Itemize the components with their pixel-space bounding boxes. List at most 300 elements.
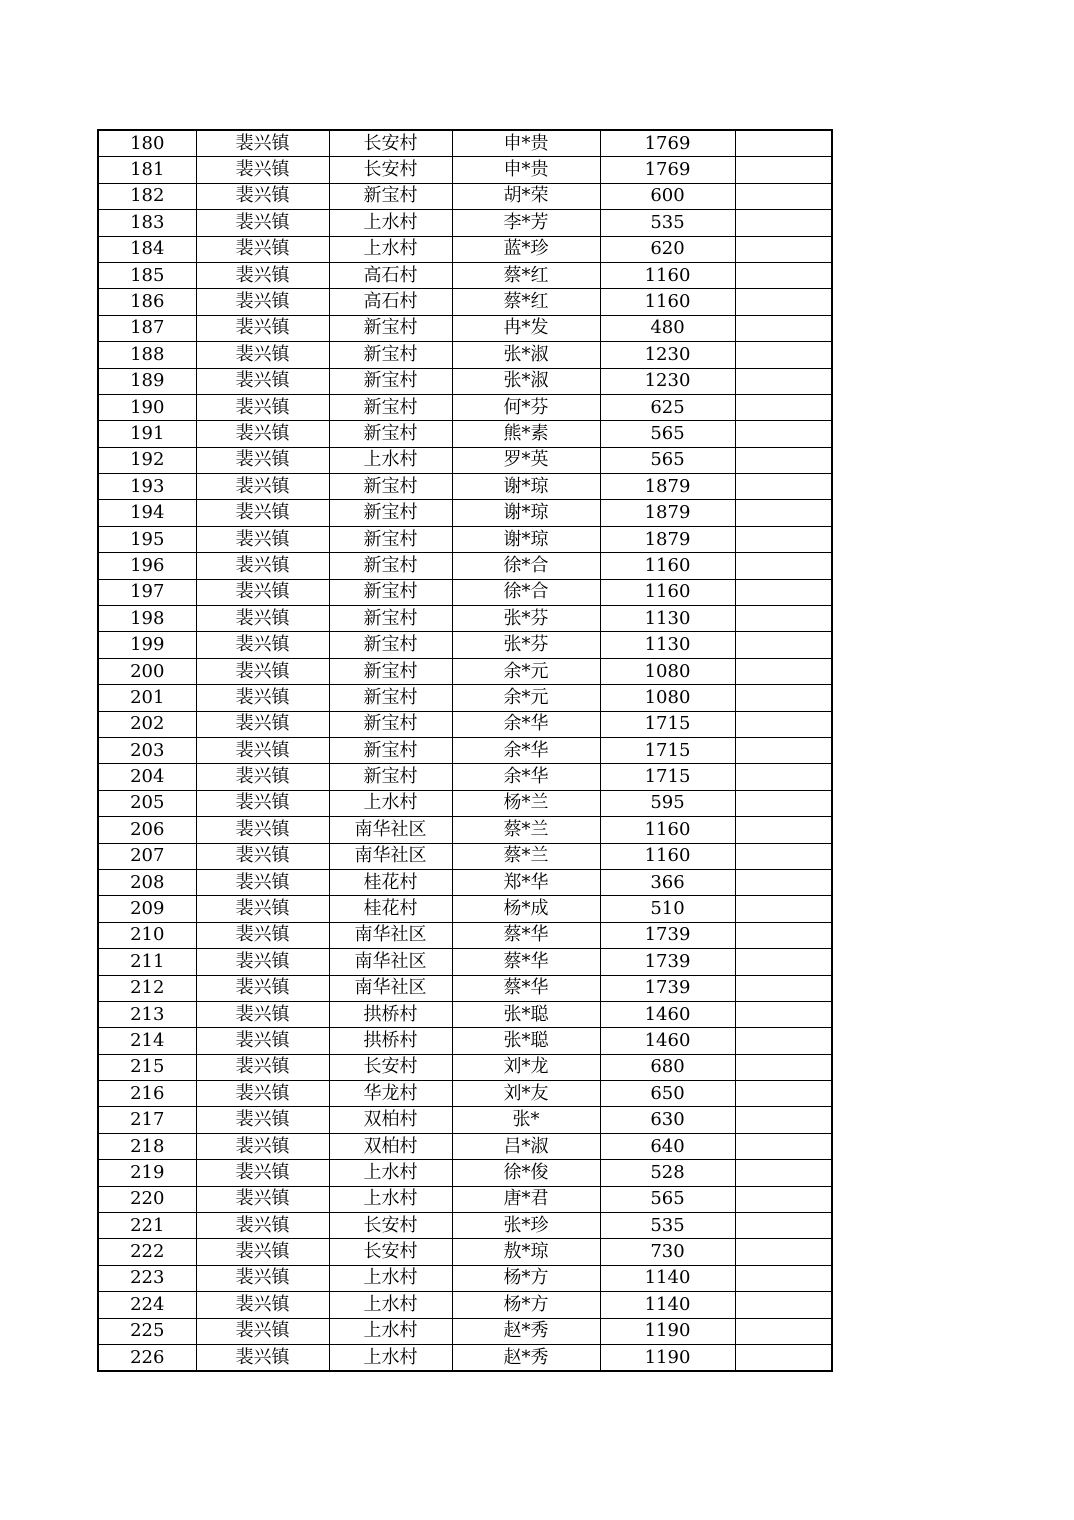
row-number-cell: 218 <box>98 1133 196 1159</box>
name-cell: 杨*成 <box>452 896 600 922</box>
row-number-cell: 200 <box>98 658 196 684</box>
name-cell: 徐*俊 <box>452 1160 600 1186</box>
row-number-cell: 185 <box>98 262 196 288</box>
village-cell: 上水村 <box>329 1186 452 1212</box>
table-row <box>98 1265 832 1291</box>
amount-cell: 600 <box>600 183 735 209</box>
name-cell: 蔡*红 <box>452 262 600 288</box>
village-cell: 双柏村 <box>329 1107 452 1133</box>
row-number-cell: 209 <box>98 896 196 922</box>
town-cell: 裴兴镇 <box>196 843 329 869</box>
village-cell: 长安村 <box>329 1054 452 1080</box>
village-cell: 长安村 <box>329 130 452 157</box>
note-cell <box>735 606 832 632</box>
name-cell: 李*芳 <box>452 210 600 236</box>
name-cell: 杨*兰 <box>452 790 600 816</box>
data-table <box>97 129 833 1372</box>
row-number-cell: 197 <box>98 579 196 605</box>
amount-cell: 1460 <box>600 1001 735 1027</box>
town-cell: 裴兴镇 <box>196 1081 329 1107</box>
town-cell: 裴兴镇 <box>196 474 329 500</box>
amount-cell: 528 <box>600 1160 735 1186</box>
amount-cell: 1230 <box>600 342 735 368</box>
table-row <box>98 1186 832 1212</box>
note-cell <box>735 711 832 737</box>
note-cell <box>735 157 832 183</box>
village-cell: 南华社区 <box>329 843 452 869</box>
village-cell: 南华社区 <box>329 817 452 843</box>
name-cell: 张*聪 <box>452 1028 600 1054</box>
name-cell: 杨*方 <box>452 1292 600 1318</box>
row-number-cell: 211 <box>98 949 196 975</box>
amount-cell: 565 <box>600 1186 735 1212</box>
town-cell: 裴兴镇 <box>196 896 329 922</box>
amount-cell: 1230 <box>600 368 735 394</box>
village-cell: 双柏村 <box>329 1133 452 1159</box>
village-cell: 长安村 <box>329 157 452 183</box>
amount-cell: 565 <box>600 421 735 447</box>
amount-cell: 1160 <box>600 817 735 843</box>
note-cell <box>735 1239 832 1265</box>
row-number-cell: 219 <box>98 1160 196 1186</box>
note-cell <box>735 500 832 526</box>
name-cell: 张*珍 <box>452 1213 600 1239</box>
table-row <box>98 949 832 975</box>
town-cell: 裴兴镇 <box>196 1133 329 1159</box>
row-number-cell: 184 <box>98 236 196 262</box>
table-row <box>98 632 832 658</box>
village-cell: 新宝村 <box>329 421 452 447</box>
row-number-cell: 189 <box>98 368 196 394</box>
table-row <box>98 183 832 209</box>
amount-cell: 1140 <box>600 1265 735 1291</box>
note-cell <box>735 658 832 684</box>
table-row <box>98 315 832 341</box>
table-row <box>98 210 832 236</box>
village-cell: 新宝村 <box>329 553 452 579</box>
amount-cell: 1190 <box>600 1318 735 1344</box>
village-cell: 上水村 <box>329 236 452 262</box>
name-cell: 何*芬 <box>452 394 600 420</box>
name-cell: 刘*友 <box>452 1081 600 1107</box>
village-cell: 高石村 <box>329 262 452 288</box>
amount-cell: 1080 <box>600 658 735 684</box>
table-row <box>98 843 832 869</box>
note-cell <box>735 922 832 948</box>
amount-cell: 1130 <box>600 606 735 632</box>
row-number-cell: 210 <box>98 922 196 948</box>
row-number-cell: 203 <box>98 737 196 763</box>
row-number-cell: 226 <box>98 1344 196 1371</box>
town-cell: 裴兴镇 <box>196 737 329 763</box>
table-row <box>98 1107 832 1133</box>
village-cell: 拱桥村 <box>329 1028 452 1054</box>
name-cell: 赵*秀 <box>452 1344 600 1371</box>
name-cell: 熊*素 <box>452 421 600 447</box>
note-cell <box>735 1001 832 1027</box>
town-cell: 裴兴镇 <box>196 1318 329 1344</box>
amount-cell: 1160 <box>600 289 735 315</box>
row-number-cell: 201 <box>98 685 196 711</box>
table-row <box>98 764 832 790</box>
row-number-cell: 217 <box>98 1107 196 1133</box>
town-cell: 裴兴镇 <box>196 975 329 1001</box>
name-cell: 蔡*华 <box>452 949 600 975</box>
village-cell: 新宝村 <box>329 685 452 711</box>
table-row <box>98 130 832 157</box>
note-cell <box>735 315 832 341</box>
table-row <box>98 368 832 394</box>
village-cell: 上水村 <box>329 1265 452 1291</box>
table-row <box>98 737 832 763</box>
name-cell: 蔡*兰 <box>452 843 600 869</box>
village-cell: 新宝村 <box>329 632 452 658</box>
table-row <box>98 1160 832 1186</box>
row-number-cell: 196 <box>98 553 196 579</box>
amount-cell: 1879 <box>600 474 735 500</box>
row-number-cell: 206 <box>98 817 196 843</box>
row-number-cell: 214 <box>98 1028 196 1054</box>
name-cell: 蔡*华 <box>452 922 600 948</box>
note-cell <box>735 210 832 236</box>
village-cell: 新宝村 <box>329 526 452 552</box>
name-cell: 徐*合 <box>452 553 600 579</box>
name-cell: 张*淑 <box>452 368 600 394</box>
name-cell: 余*华 <box>452 764 600 790</box>
name-cell: 罗*英 <box>452 447 600 473</box>
town-cell: 裴兴镇 <box>196 922 329 948</box>
town-cell: 裴兴镇 <box>196 1160 329 1186</box>
note-cell <box>735 421 832 447</box>
name-cell: 郑*华 <box>452 869 600 895</box>
amount-cell: 1160 <box>600 553 735 579</box>
amount-cell: 1715 <box>600 711 735 737</box>
town-cell: 裴兴镇 <box>196 685 329 711</box>
row-number-cell: 213 <box>98 1001 196 1027</box>
village-cell: 新宝村 <box>329 183 452 209</box>
amount-cell: 1080 <box>600 685 735 711</box>
amount-cell: 595 <box>600 790 735 816</box>
village-cell: 上水村 <box>329 1344 452 1371</box>
town-cell: 裴兴镇 <box>196 262 329 288</box>
table-row <box>98 817 832 843</box>
row-number-cell: 204 <box>98 764 196 790</box>
name-cell: 谢*琼 <box>452 474 600 500</box>
row-number-cell: 207 <box>98 843 196 869</box>
row-number-cell: 216 <box>98 1081 196 1107</box>
table-row <box>98 421 832 447</box>
village-cell: 上水村 <box>329 1160 452 1186</box>
town-cell: 裴兴镇 <box>196 632 329 658</box>
note-cell <box>735 1107 832 1133</box>
village-cell: 上水村 <box>329 1318 452 1344</box>
village-cell: 长安村 <box>329 1213 452 1239</box>
row-number-cell: 202 <box>98 711 196 737</box>
town-cell: 裴兴镇 <box>196 1107 329 1133</box>
name-cell: 余*元 <box>452 658 600 684</box>
name-cell: 徐*合 <box>452 579 600 605</box>
row-number-cell: 193 <box>98 474 196 500</box>
note-cell <box>735 526 832 552</box>
village-cell: 南华社区 <box>329 975 452 1001</box>
name-cell: 张* <box>452 1107 600 1133</box>
name-cell: 余*元 <box>452 685 600 711</box>
amount-cell: 1715 <box>600 764 735 790</box>
note-cell <box>735 975 832 1001</box>
note-cell <box>735 1186 832 1212</box>
village-cell: 拱桥村 <box>329 1001 452 1027</box>
name-cell: 申*贵 <box>452 157 600 183</box>
table-row <box>98 790 832 816</box>
note-cell <box>735 342 832 368</box>
name-cell: 蔡*红 <box>452 289 600 315</box>
amount-cell: 630 <box>600 1107 735 1133</box>
note-cell <box>735 579 832 605</box>
amount-cell: 680 <box>600 1054 735 1080</box>
village-cell: 高石村 <box>329 289 452 315</box>
town-cell: 裴兴镇 <box>196 130 329 157</box>
town-cell: 裴兴镇 <box>196 421 329 447</box>
name-cell: 冉*发 <box>452 315 600 341</box>
table-row <box>98 975 832 1001</box>
name-cell: 蓝*珍 <box>452 236 600 262</box>
note-cell <box>735 1054 832 1080</box>
town-cell: 裴兴镇 <box>196 526 329 552</box>
town-cell: 裴兴镇 <box>196 368 329 394</box>
town-cell: 裴兴镇 <box>196 606 329 632</box>
town-cell: 裴兴镇 <box>196 1344 329 1371</box>
note-cell <box>735 289 832 315</box>
row-number-cell: 183 <box>98 210 196 236</box>
amount-cell: 1160 <box>600 843 735 869</box>
row-number-cell: 182 <box>98 183 196 209</box>
name-cell: 张*淑 <box>452 342 600 368</box>
town-cell: 裴兴镇 <box>196 764 329 790</box>
table-row <box>98 289 832 315</box>
town-cell: 裴兴镇 <box>196 790 329 816</box>
note-cell <box>735 394 832 420</box>
table-row <box>98 262 832 288</box>
note-cell <box>735 1133 832 1159</box>
amount-cell: 1130 <box>600 632 735 658</box>
table-row <box>98 896 832 922</box>
town-cell: 裴兴镇 <box>196 1292 329 1318</box>
table-row <box>98 1133 832 1159</box>
table-row <box>98 1213 832 1239</box>
table-row <box>98 157 832 183</box>
table-row <box>98 1344 832 1371</box>
note-cell <box>735 764 832 790</box>
village-cell: 上水村 <box>329 210 452 236</box>
amount-cell: 1739 <box>600 975 735 1001</box>
note-cell <box>735 1265 832 1291</box>
row-number-cell: 181 <box>98 157 196 183</box>
amount-cell: 1160 <box>600 262 735 288</box>
village-cell: 上水村 <box>329 1292 452 1318</box>
note-cell <box>735 1081 832 1107</box>
name-cell: 谢*琼 <box>452 500 600 526</box>
note-cell <box>735 790 832 816</box>
note-cell <box>735 1344 832 1371</box>
amount-cell: 1140 <box>600 1292 735 1318</box>
amount-cell: 1769 <box>600 157 735 183</box>
name-cell: 申*贵 <box>452 130 600 157</box>
row-number-cell: 192 <box>98 447 196 473</box>
town-cell: 裴兴镇 <box>196 869 329 895</box>
note-cell <box>735 1318 832 1344</box>
note-cell <box>735 949 832 975</box>
town-cell: 裴兴镇 <box>196 817 329 843</box>
table-row <box>98 685 832 711</box>
town-cell: 裴兴镇 <box>196 658 329 684</box>
town-cell: 裴兴镇 <box>196 394 329 420</box>
amount-cell: 480 <box>600 315 735 341</box>
name-cell: 吕*淑 <box>452 1133 600 1159</box>
note-cell <box>735 1028 832 1054</box>
amount-cell: 565 <box>600 447 735 473</box>
village-cell: 上水村 <box>329 790 452 816</box>
name-cell: 蔡*兰 <box>452 817 600 843</box>
note-cell <box>735 1213 832 1239</box>
amount-cell: 640 <box>600 1133 735 1159</box>
table-row <box>98 342 832 368</box>
name-cell: 张*聪 <box>452 1001 600 1027</box>
amount-cell: 730 <box>600 1239 735 1265</box>
row-number-cell: 215 <box>98 1054 196 1080</box>
amount-cell: 1879 <box>600 526 735 552</box>
town-cell: 裴兴镇 <box>196 579 329 605</box>
town-cell: 裴兴镇 <box>196 210 329 236</box>
table-row <box>98 526 832 552</box>
table-row <box>98 1292 832 1318</box>
row-number-cell: 208 <box>98 869 196 895</box>
table-row <box>98 1028 832 1054</box>
village-cell: 新宝村 <box>329 711 452 737</box>
village-cell: 新宝村 <box>329 737 452 763</box>
name-cell: 张*芬 <box>452 632 600 658</box>
row-number-cell: 194 <box>98 500 196 526</box>
name-cell: 胡*荣 <box>452 183 600 209</box>
name-cell: 赵*秀 <box>452 1318 600 1344</box>
row-number-cell: 220 <box>98 1186 196 1212</box>
village-cell: 华龙村 <box>329 1081 452 1107</box>
name-cell: 敖*琼 <box>452 1239 600 1265</box>
note-cell <box>735 737 832 763</box>
row-number-cell: 188 <box>98 342 196 368</box>
name-cell: 谢*琼 <box>452 526 600 552</box>
note-cell <box>735 368 832 394</box>
village-cell: 桂花村 <box>329 869 452 895</box>
name-cell: 杨*方 <box>452 1265 600 1291</box>
village-cell: 新宝村 <box>329 315 452 341</box>
row-number-cell: 190 <box>98 394 196 420</box>
village-cell: 新宝村 <box>329 606 452 632</box>
table-row <box>98 447 832 473</box>
row-number-cell: 224 <box>98 1292 196 1318</box>
note-cell <box>735 632 832 658</box>
row-number-cell: 195 <box>98 526 196 552</box>
note-cell <box>735 685 832 711</box>
village-cell: 新宝村 <box>329 368 452 394</box>
note-cell <box>735 1160 832 1186</box>
table-row <box>98 553 832 579</box>
row-number-cell: 222 <box>98 1239 196 1265</box>
town-cell: 裴兴镇 <box>196 1001 329 1027</box>
table-row <box>98 1081 832 1107</box>
row-number-cell: 198 <box>98 606 196 632</box>
name-cell: 刘*龙 <box>452 1054 600 1080</box>
row-number-cell: 212 <box>98 975 196 1001</box>
town-cell: 裴兴镇 <box>196 1213 329 1239</box>
note-cell <box>735 1292 832 1318</box>
row-number-cell: 199 <box>98 632 196 658</box>
amount-cell: 1160 <box>600 579 735 605</box>
village-cell: 新宝村 <box>329 474 452 500</box>
row-number-cell: 180 <box>98 130 196 157</box>
town-cell: 裴兴镇 <box>196 447 329 473</box>
amount-cell: 1769 <box>600 130 735 157</box>
village-cell: 新宝村 <box>329 658 452 684</box>
amount-cell: 1739 <box>600 949 735 975</box>
table-row <box>98 236 832 262</box>
name-cell: 蔡*华 <box>452 975 600 1001</box>
table-row <box>98 500 832 526</box>
village-cell: 长安村 <box>329 1239 452 1265</box>
village-cell: 新宝村 <box>329 342 452 368</box>
town-cell: 裴兴镇 <box>196 1054 329 1080</box>
note-cell <box>735 869 832 895</box>
town-cell: 裴兴镇 <box>196 342 329 368</box>
town-cell: 裴兴镇 <box>196 711 329 737</box>
town-cell: 裴兴镇 <box>196 1028 329 1054</box>
amount-cell: 1460 <box>600 1028 735 1054</box>
town-cell: 裴兴镇 <box>196 289 329 315</box>
row-number-cell: 187 <box>98 315 196 341</box>
table-row <box>98 711 832 737</box>
town-cell: 裴兴镇 <box>196 157 329 183</box>
table-row <box>98 606 832 632</box>
name-cell: 余*华 <box>452 737 600 763</box>
note-cell <box>735 896 832 922</box>
note-cell <box>735 843 832 869</box>
table-row <box>98 922 832 948</box>
table-row <box>98 1001 832 1027</box>
table-body <box>98 130 832 1371</box>
note-cell <box>735 262 832 288</box>
village-cell: 南华社区 <box>329 949 452 975</box>
amount-cell: 1739 <box>600 922 735 948</box>
note-cell <box>735 817 832 843</box>
town-cell: 裴兴镇 <box>196 236 329 262</box>
town-cell: 裴兴镇 <box>196 553 329 579</box>
village-cell: 南华社区 <box>329 922 452 948</box>
note-cell <box>735 553 832 579</box>
amount-cell: 1879 <box>600 500 735 526</box>
table-row <box>98 394 832 420</box>
town-cell: 裴兴镇 <box>196 315 329 341</box>
amount-cell: 366 <box>600 869 735 895</box>
town-cell: 裴兴镇 <box>196 1265 329 1291</box>
town-cell: 裴兴镇 <box>196 1186 329 1212</box>
row-number-cell: 225 <box>98 1318 196 1344</box>
town-cell: 裴兴镇 <box>196 500 329 526</box>
note-cell <box>735 474 832 500</box>
village-cell: 新宝村 <box>329 500 452 526</box>
amount-cell: 1190 <box>600 1344 735 1371</box>
table-row <box>98 658 832 684</box>
note-cell <box>735 183 832 209</box>
amount-cell: 535 <box>600 1213 735 1239</box>
